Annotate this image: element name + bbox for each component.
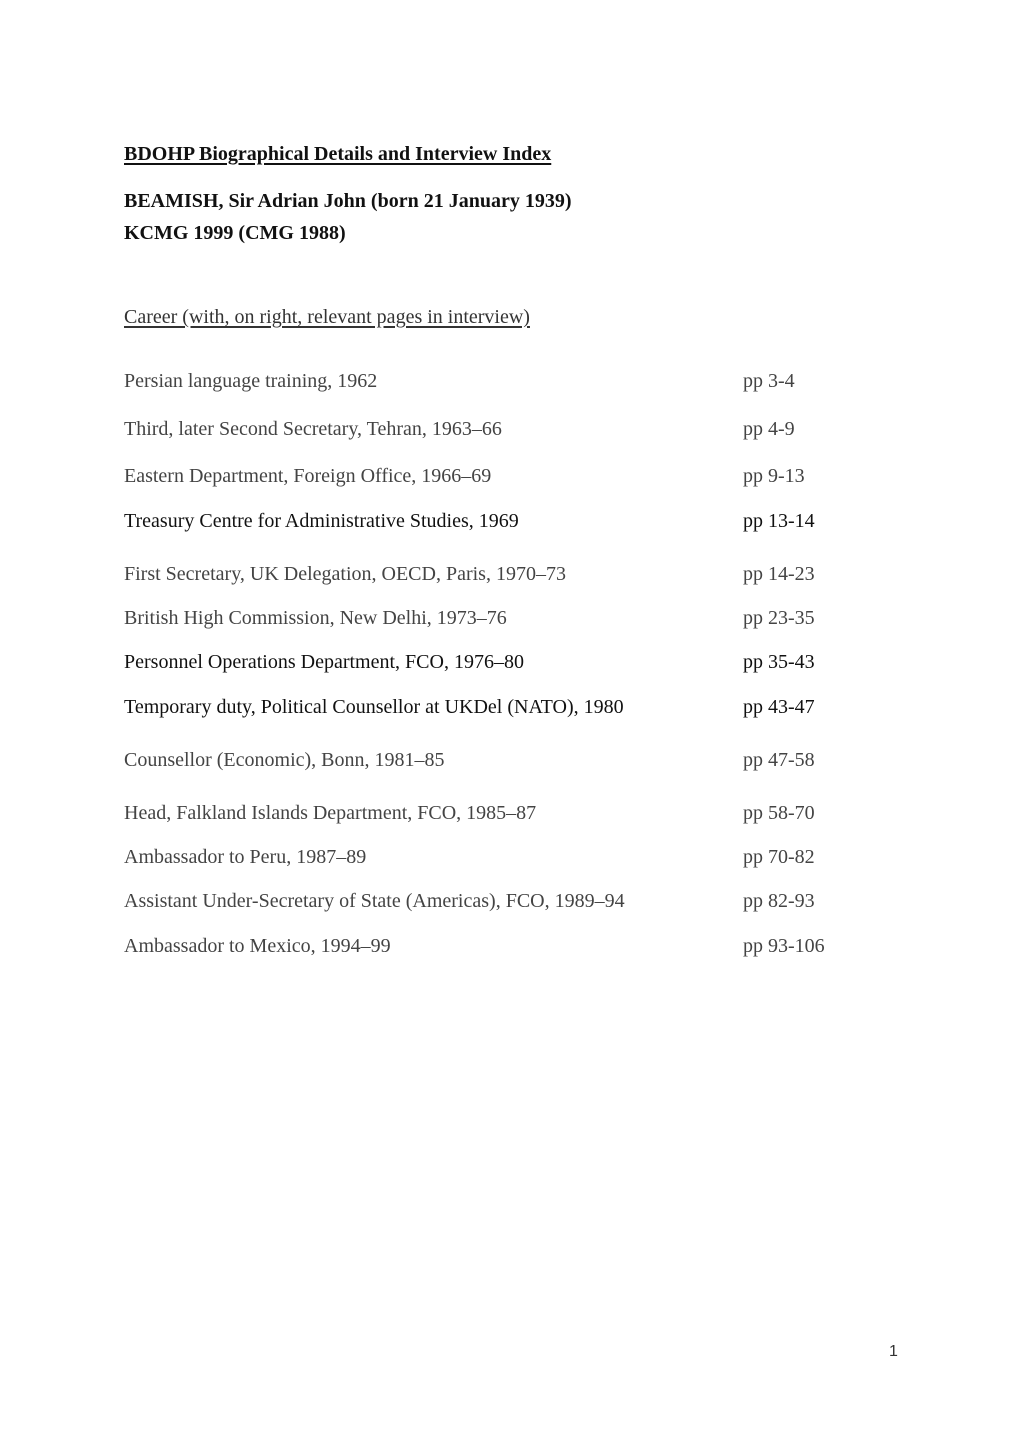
career-pages: pp 43-47 (743, 696, 815, 718)
subject-name: BEAMISH, Sir Adrian John (born 21 January 1939) (124, 190, 572, 212)
career-pages: pp 35-43 (743, 651, 815, 673)
career-pages: pp 4-9 (743, 418, 795, 440)
career-row (124, 563, 884, 589)
career-row (124, 696, 884, 722)
career-heading: Career (with, on right, relevant pages in interview) (124, 306, 530, 328)
career-row (124, 418, 884, 444)
career-pages: pp 82-93 (743, 890, 815, 912)
career-pages: pp 47-58 (743, 749, 815, 771)
career-role: Assistant Under-Secretary of State (Americas), FCO, 1989–94 (124, 890, 625, 912)
career-role: First Secretary, UK Delegation, OECD, Paris, 1970–73 (124, 563, 566, 585)
career-role: Ambassador to Peru, 1987–89 (124, 846, 367, 868)
career-role: Personnel Operations Department, FCO, 1976–80 (124, 651, 524, 673)
career-row (124, 607, 884, 633)
career-role: Eastern Department, Foreign Office, 1966–69 (124, 465, 492, 487)
career-pages: pp 3-4 (743, 370, 795, 392)
career-role: Head, Falkland Islands Department, FCO, 1985–87 (124, 802, 537, 824)
career-pages: pp 58-70 (743, 802, 815, 824)
career-role: Third, later Second Secretary, Tehran, 1963–66 (124, 418, 502, 440)
career-row (124, 749, 884, 775)
career-role: Temporary duty, Political Counsellor at UKDel (NATO), 1980 (124, 696, 624, 718)
career-row (124, 802, 884, 828)
career-row (124, 890, 884, 916)
career-row (124, 846, 884, 872)
career-pages: pp 93-106 (743, 935, 825, 957)
career-role: Ambassador to Mexico, 1994–99 (124, 935, 391, 957)
career-row (124, 465, 884, 491)
document-title: BDOHP Biographical Details and Interview Index (124, 143, 552, 165)
career-role: Counsellor (Economic), Bonn, 1981–85 (124, 749, 445, 771)
career-row (124, 370, 884, 396)
career-row (124, 935, 884, 961)
career-pages: pp 9-13 (743, 465, 805, 487)
subject-honours: KCMG 1999 (CMG 1988) (124, 222, 346, 244)
career-pages: pp 23-35 (743, 607, 815, 629)
career-row (124, 510, 884, 536)
career-role: British High Commission, New Delhi, 1973–76 (124, 607, 507, 629)
career-role: Treasury Centre for Administrative Studies, 1969 (124, 510, 519, 532)
page-number: 1 (889, 1343, 898, 1360)
career-role: Persian language training, 1962 (124, 370, 378, 392)
career-pages: pp 13-14 (743, 510, 815, 532)
career-row (124, 651, 884, 677)
career-pages: pp 70-82 (743, 846, 815, 868)
career-pages: pp 14-23 (743, 563, 815, 585)
